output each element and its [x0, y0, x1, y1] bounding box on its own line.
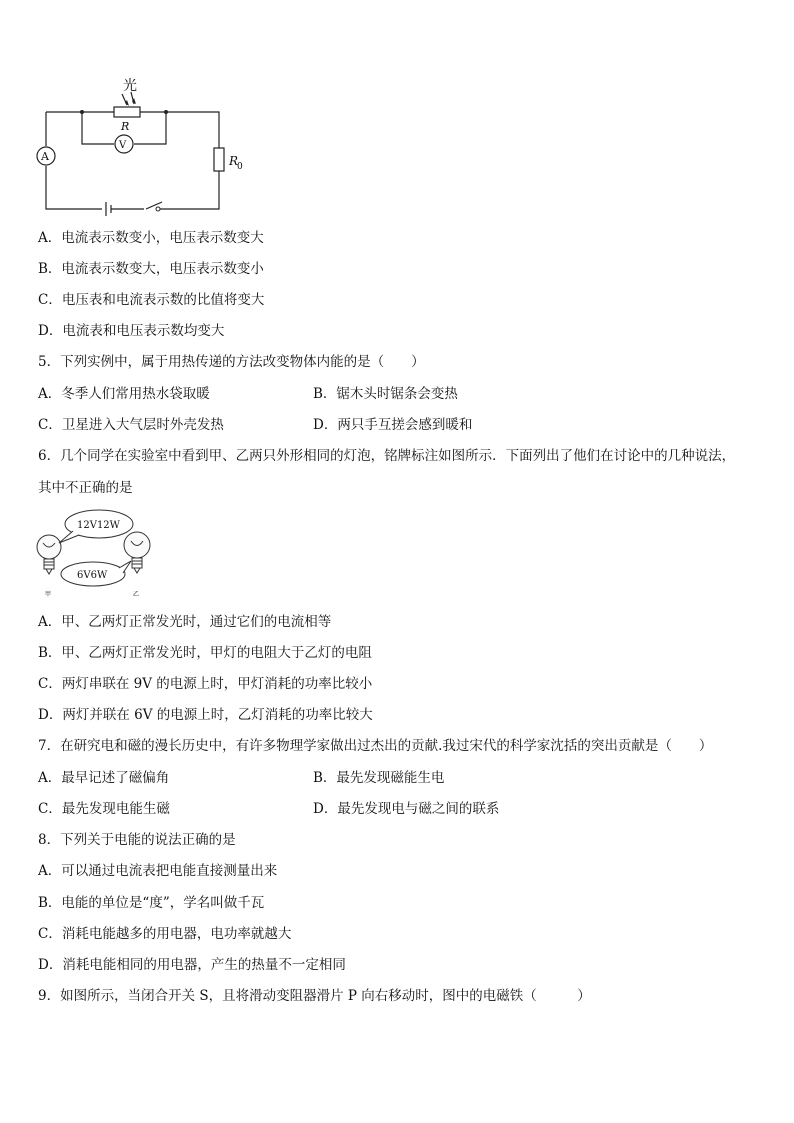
q6-option-b: B．甲、乙两灯正常发光时，甲灯的电阻大于乙灯的电阻 [38, 645, 372, 661]
q8-option-a: A．可以通过电流表把电能直接测量出来 [38, 863, 278, 879]
q6-option-c: C．两灯串联在 9V 的电源上时，甲灯消耗的功率比较小 [38, 676, 373, 692]
bulb-figure [33, 507, 165, 599]
r0-label: R [229, 154, 239, 168]
q8-option-d: D．消耗电能相同的用电器，产生的热量不一定相同 [38, 957, 346, 973]
q8-stem: 8．下列关于电能的说法正确的是 [38, 832, 236, 848]
q5-option-c: C．卫星进入大气层时外壳发热 [38, 417, 224, 433]
q5-stem: 5．下列实例中，属于用热传递的方法改变物体内能的是（ ） [38, 354, 425, 370]
bulb-b-rating: 6V6W [77, 570, 108, 581]
q5-option-a: A．冬季人们常用热水袋取暖 [38, 386, 210, 402]
q9-stem: 9．如图所示，当闭合开关 S，且将滑动变阻器滑片 P 向右移动时，图中的电磁铁（ ） [38, 988, 591, 1004]
q4-option-a: A．电流表示数变小，电压表示数变大 [38, 230, 264, 246]
bulb-a-rating: 12V12W [77, 520, 120, 531]
q4-option-c: C．电压表和电流表示数的比值将变大 [38, 292, 265, 308]
q8-option-b: B．电能的单位是“度”，学名叫做千瓦 [38, 895, 265, 911]
q6-option-d: D．两灯并联在 6V 的电源上时，乙灯消耗的功率比较大 [38, 707, 373, 723]
q5-option-d: D．两只手互搓会感到暖和 [313, 417, 473, 433]
q7-option-c: C．最先发现电能生磁 [38, 801, 170, 817]
q7-stem: 7．在研究电和磁的漫长历史中，有许多物理学家做出过杰出的贡献.我过宋代的科学家沈括的突出贡献是（ ） [38, 738, 713, 754]
q6-option-a: A．甲、乙两灯正常发光时，通过它们的电流相等 [38, 614, 332, 630]
q4-option-b: B．电流表示数变大，电压表示数变小 [38, 261, 264, 277]
q8-option-c: C．消耗电能越多的用电器，电功率就越大 [38, 926, 292, 942]
bulb-b-label: 乙 [133, 591, 140, 598]
q7-option-b: B．最先发现磁能生电 [313, 770, 445, 786]
ammeter-label: A [41, 150, 49, 163]
light-label: 光 [123, 78, 137, 94]
q7-option-d: D．最先发现电与磁之间的联系 [313, 801, 500, 817]
bulb-a-label: 甲 [45, 591, 52, 598]
q6-stem-line1: 6．几个同学在实验室中看到甲、乙两只外形相同的灯泡，铭牌标注如图所示．下面列出了他们在讨论中的几种说法， [38, 448, 736, 464]
q7-option-a: A．最早记述了磁偏角 [38, 770, 170, 786]
q6-stem-line2: 其中不正确的是 [38, 480, 133, 496]
q4-option-d: D．电流表和电压表示数均变大 [38, 323, 225, 339]
resistor-label: R [121, 120, 130, 133]
voltmeter-label: V [119, 140, 127, 151]
circuit-diagram [30, 76, 250, 218]
r0-subscript: 0 [237, 162, 243, 172]
q5-option-b: B．锯木头时锯条会变热 [313, 386, 458, 402]
